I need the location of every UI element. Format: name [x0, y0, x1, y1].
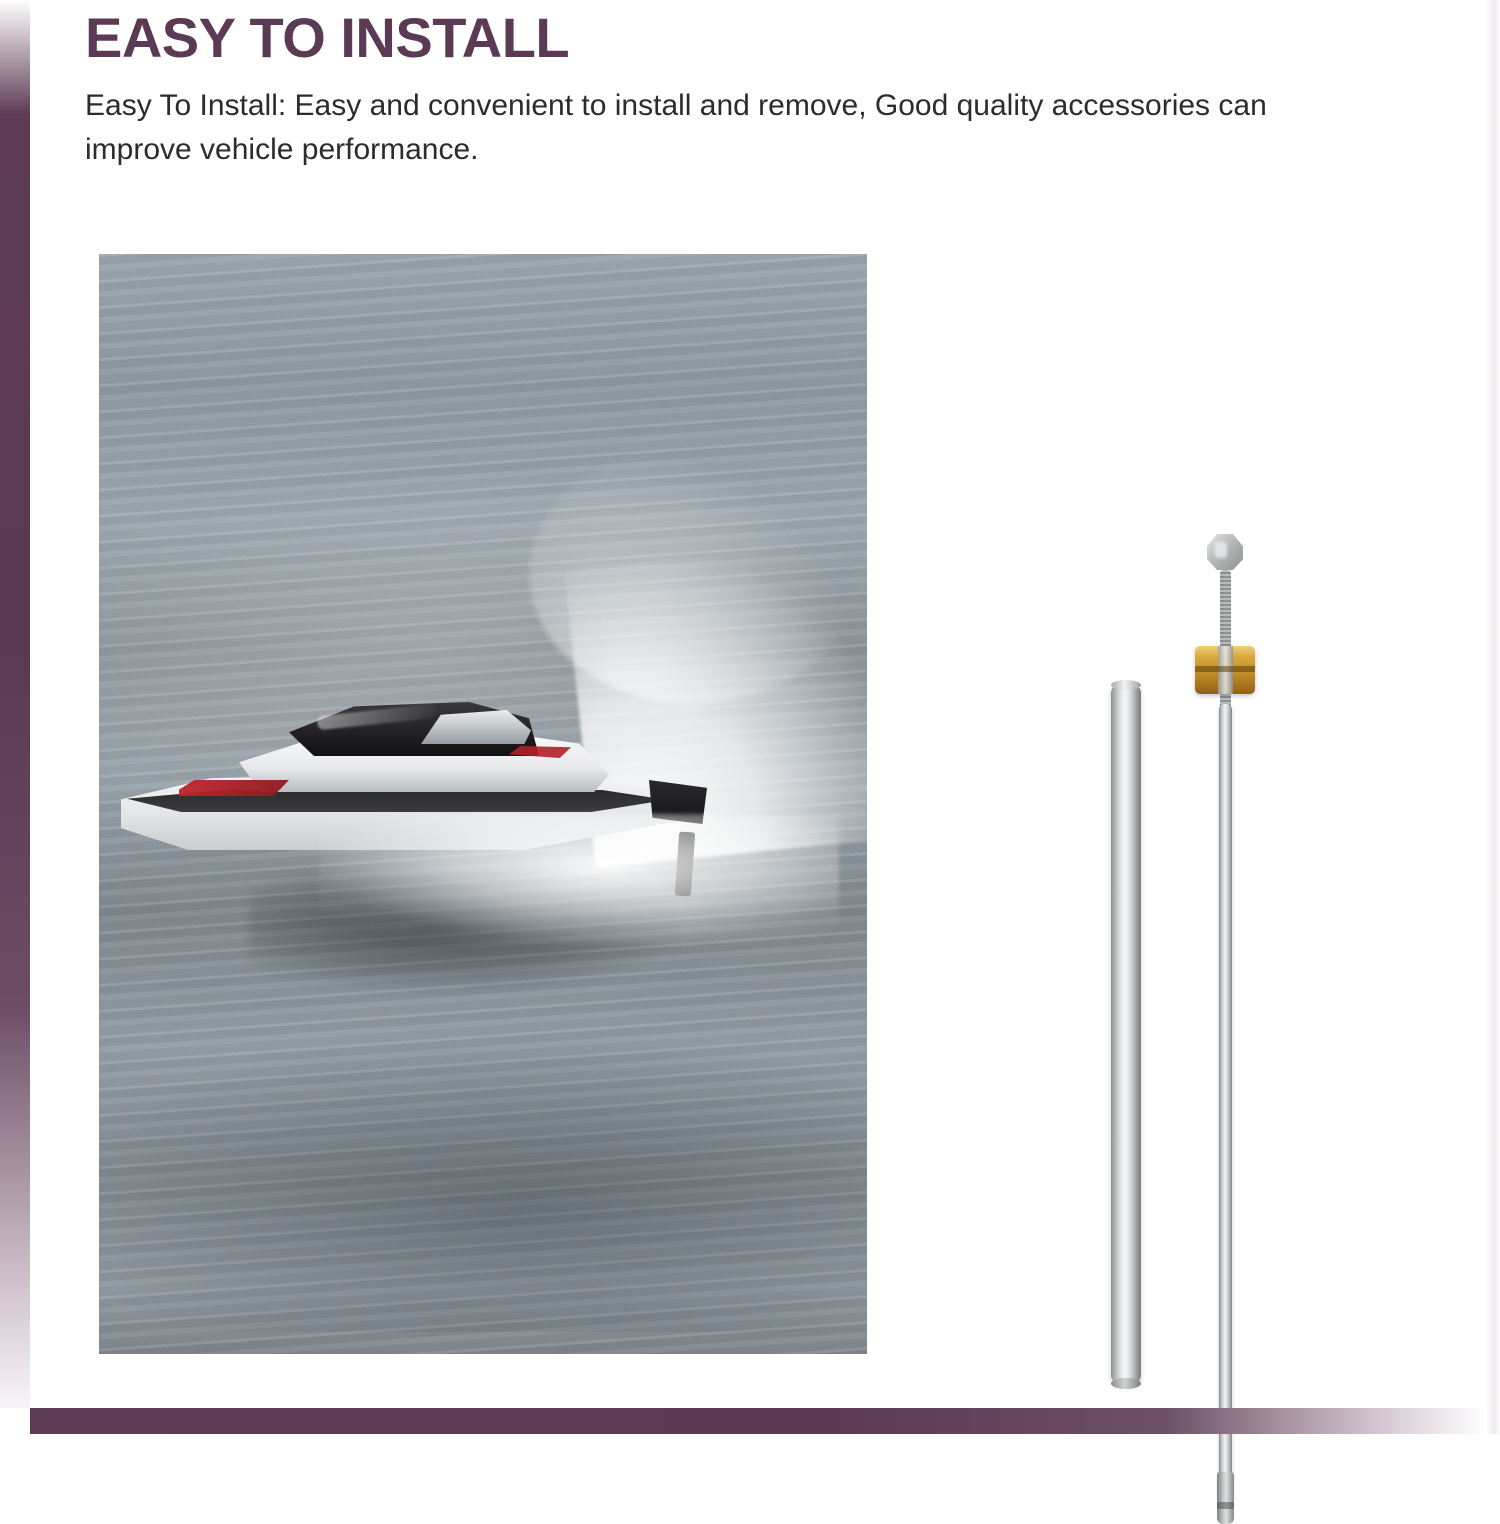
stuffing-tube-top-end	[1111, 680, 1141, 690]
media-row	[99, 254, 1419, 1374]
stuffing-tube-bottom-end	[1111, 1378, 1141, 1389]
drive-shaft-tip-ring	[1217, 1502, 1234, 1509]
bottom-left-corner-cap	[0, 1408, 30, 1434]
water-shadow	[99, 1024, 867, 1332]
rc-boat-on-water-photo	[99, 254, 867, 1354]
boat-wake-spray	[319, 814, 839, 944]
stuffing-tube	[1111, 684, 1141, 1384]
text-block	[85, 0, 1415, 171]
drive-shaft-and-stuffing-tube-photo	[1029, 374, 1359, 1324]
bottom-accent-bar	[30, 1408, 1486, 1434]
left-accent-bar	[0, 0, 30, 1434]
drive-shaft	[1219, 704, 1232, 1504]
drive-shaft-tip	[1217, 1472, 1234, 1524]
gold-collar-slot	[1195, 666, 1255, 672]
page-title: EASY TO INSTALL	[85, 6, 570, 69]
boat-red-decal	[179, 780, 289, 796]
right-edge-strip	[1486, 0, 1500, 1434]
page-description: Easy To Install: Easy and convenient to install and remove, Good quality accessories can improve vehicle performance.	[85, 89, 1267, 166]
hex-head-highlight	[1215, 542, 1227, 558]
